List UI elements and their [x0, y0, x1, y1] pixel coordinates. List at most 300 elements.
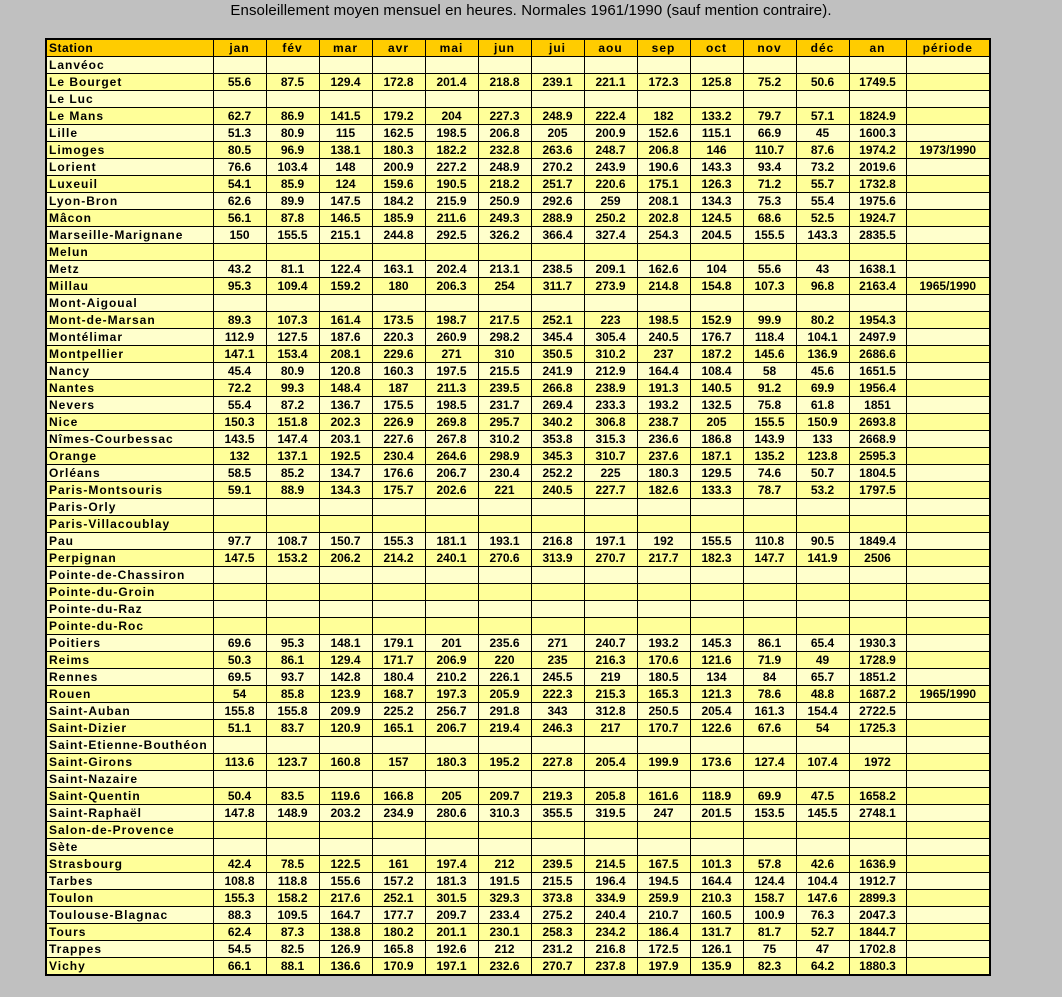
month-value-cell: 85.9: [266, 176, 319, 193]
month-value-cell: 271: [425, 346, 478, 363]
month-value-cell: 187: [372, 380, 425, 397]
month-value-cell: 190.5: [425, 176, 478, 193]
month-value-cell: [743, 822, 796, 839]
page-title: Ensoleillement moyen mensuel en heures. Normales 1961/1990 (sauf mention contraire).: [230, 2, 832, 19]
station-name-cell: Tarbes: [46, 873, 213, 890]
month-value-cell: 240.5: [531, 482, 584, 499]
month-value-cell: [478, 244, 531, 261]
month-value-cell: [690, 57, 743, 74]
annual-total-cell: [849, 567, 906, 584]
month-value-cell: 90.5: [796, 533, 849, 550]
table-row: [46, 601, 990, 618]
month-value-cell: [637, 839, 690, 856]
month-value-cell: [372, 618, 425, 635]
month-value-cell: 155.8: [266, 703, 319, 720]
column-header-col6: jun: [478, 39, 531, 57]
month-value-cell: 173.5: [372, 312, 425, 329]
month-value-cell: 237.6: [637, 448, 690, 465]
month-value-cell: 230.4: [478, 465, 531, 482]
period-cell: [906, 567, 990, 584]
annual-total-cell: [849, 91, 906, 108]
month-value-cell: 51.1: [213, 720, 266, 737]
month-value-cell: 155.5: [743, 414, 796, 431]
month-value-cell: 234.2: [584, 924, 637, 941]
month-value-cell: 269.4: [531, 397, 584, 414]
month-value-cell: 55.7: [796, 176, 849, 193]
month-value-cell: 264.6: [425, 448, 478, 465]
month-value-cell: 148.9: [266, 805, 319, 822]
month-value-cell: 74.6: [743, 465, 796, 482]
month-value-cell: 153.2: [266, 550, 319, 567]
station-name-cell: Nice: [46, 414, 213, 431]
month-value-cell: 269.8: [425, 414, 478, 431]
month-value-cell: 145.3: [690, 635, 743, 652]
month-value-cell: [637, 91, 690, 108]
month-value-cell: 121.3: [690, 686, 743, 703]
month-value-cell: 221.1: [584, 74, 637, 91]
month-value-cell: 298.9: [478, 448, 531, 465]
month-value-cell: 292.6: [531, 193, 584, 210]
month-value-cell: 155.3: [372, 533, 425, 550]
month-value-cell: 202.8: [637, 210, 690, 227]
month-value-cell: 241.9: [531, 363, 584, 380]
month-value-cell: 89.9: [266, 193, 319, 210]
month-value-cell: 126.3: [690, 176, 743, 193]
month-value-cell: [743, 567, 796, 584]
table-row: [46, 958, 990, 976]
period-cell: [906, 958, 990, 976]
month-value-cell: [690, 516, 743, 533]
table-row: [46, 907, 990, 924]
month-value-cell: [319, 839, 372, 856]
month-value-cell: [584, 618, 637, 635]
table-row: [46, 227, 990, 244]
month-value-cell: [425, 822, 478, 839]
period-cell: [906, 754, 990, 771]
annual-total-cell: 1975.6: [849, 193, 906, 210]
month-value-cell: 159.2: [319, 278, 372, 295]
month-value-cell: 129.4: [319, 74, 372, 91]
period-cell: [906, 839, 990, 856]
month-value-cell: [478, 499, 531, 516]
month-value-cell: 176.7: [690, 329, 743, 346]
period-cell: [906, 584, 990, 601]
month-value-cell: [690, 771, 743, 788]
month-value-cell: 206.9: [425, 652, 478, 669]
month-value-cell: 170.9: [372, 958, 425, 976]
month-value-cell: 150.7: [319, 533, 372, 550]
period-cell: [906, 550, 990, 567]
month-value-cell: 237: [637, 346, 690, 363]
month-value-cell: 187.6: [319, 329, 372, 346]
month-value-cell: 50.6: [796, 74, 849, 91]
month-value-cell: [531, 839, 584, 856]
month-value-cell: [637, 516, 690, 533]
month-value-cell: 54.1: [213, 176, 266, 193]
month-value-cell: [796, 771, 849, 788]
month-value-cell: 200.9: [372, 159, 425, 176]
month-value-cell: 129.5: [690, 465, 743, 482]
month-value-cell: 170.7: [637, 720, 690, 737]
month-value-cell: 218.2: [478, 176, 531, 193]
month-value-cell: 267.8: [425, 431, 478, 448]
month-value-cell: 172.8: [372, 74, 425, 91]
annual-total-cell: 1687.2: [849, 686, 906, 703]
month-value-cell: 197.1: [584, 533, 637, 550]
month-value-cell: 239.5: [478, 380, 531, 397]
month-value-cell: 76.3: [796, 907, 849, 924]
month-value-cell: 176.6: [372, 465, 425, 482]
month-value-cell: 212: [478, 856, 531, 873]
month-value-cell: 141.9: [796, 550, 849, 567]
annual-total-cell: [849, 584, 906, 601]
month-value-cell: 157.2: [372, 873, 425, 890]
month-value-cell: [743, 737, 796, 754]
month-value-cell: 148: [319, 159, 372, 176]
annual-total-cell: [849, 516, 906, 533]
month-value-cell: 227.3: [478, 108, 531, 125]
month-value-cell: 54: [796, 720, 849, 737]
month-value-cell: [637, 567, 690, 584]
month-value-cell: 138.8: [319, 924, 372, 941]
month-value-cell: [531, 516, 584, 533]
month-value-cell: 202.4: [425, 261, 478, 278]
table-row: [46, 482, 990, 499]
month-value-cell: 165.8: [372, 941, 425, 958]
month-value-cell: 67.6: [743, 720, 796, 737]
month-value-cell: 210.3: [690, 890, 743, 907]
month-value-cell: 57.8: [743, 856, 796, 873]
month-value-cell: 50.3: [213, 652, 266, 669]
period-cell: [906, 465, 990, 482]
month-value-cell: [478, 771, 531, 788]
month-value-cell: 353.8: [531, 431, 584, 448]
month-value-cell: 113.6: [213, 754, 266, 771]
month-value-cell: 217.6: [319, 890, 372, 907]
month-value-cell: 214.5: [584, 856, 637, 873]
month-value-cell: 205.4: [584, 754, 637, 771]
table-row: [46, 754, 990, 771]
month-value-cell: 217.7: [637, 550, 690, 567]
station-name-cell: Le Bourget: [46, 74, 213, 91]
annual-total-cell: 1732.8: [849, 176, 906, 193]
month-value-cell: 55.6: [213, 74, 266, 91]
month-value-cell: [796, 295, 849, 312]
month-value-cell: 270.7: [584, 550, 637, 567]
month-value-cell: 187.2: [690, 346, 743, 363]
month-value-cell: 122.5: [319, 856, 372, 873]
month-value-cell: 248.7: [584, 142, 637, 159]
month-value-cell: [796, 839, 849, 856]
month-value-cell: [213, 295, 266, 312]
station-name-cell: Montélimar: [46, 329, 213, 346]
month-value-cell: [372, 91, 425, 108]
month-value-cell: 143.5: [213, 431, 266, 448]
month-value-cell: 154.8: [690, 278, 743, 295]
month-value-cell: 198.7: [425, 312, 478, 329]
month-value-cell: 197.4: [425, 856, 478, 873]
month-value-cell: [319, 91, 372, 108]
month-value-cell: [690, 737, 743, 754]
month-value-cell: 196.4: [584, 873, 637, 890]
month-value-cell: 234.9: [372, 805, 425, 822]
month-value-cell: 180.3: [637, 465, 690, 482]
month-value-cell: 208.1: [637, 193, 690, 210]
month-value-cell: [796, 244, 849, 261]
month-value-cell: [266, 91, 319, 108]
month-value-cell: 197.3: [425, 686, 478, 703]
month-value-cell: 49: [796, 652, 849, 669]
month-value-cell: 250.9: [478, 193, 531, 210]
month-value-cell: [796, 499, 849, 516]
month-value-cell: 247: [637, 805, 690, 822]
month-value-cell: [372, 295, 425, 312]
month-value-cell: [319, 822, 372, 839]
station-name-cell: Limoges: [46, 142, 213, 159]
period-cell: [906, 669, 990, 686]
station-name-cell: Rouen: [46, 686, 213, 703]
month-value-cell: 75: [743, 941, 796, 958]
month-value-cell: [584, 567, 637, 584]
month-value-cell: [796, 618, 849, 635]
month-value-cell: 55.4: [213, 397, 266, 414]
month-value-cell: 232.8: [478, 142, 531, 159]
month-value-cell: 135.2: [743, 448, 796, 465]
month-value-cell: 254.3: [637, 227, 690, 244]
annual-total-cell: [849, 822, 906, 839]
month-value-cell: 175.7: [372, 482, 425, 499]
month-value-cell: 69.6: [213, 635, 266, 652]
annual-total-cell: 1658.2: [849, 788, 906, 805]
month-value-cell: 350.5: [531, 346, 584, 363]
month-value-cell: 193.2: [637, 635, 690, 652]
month-value-cell: [213, 584, 266, 601]
month-value-cell: 155.5: [266, 227, 319, 244]
annual-total-cell: 1930.3: [849, 635, 906, 652]
table-row: [46, 125, 990, 142]
month-value-cell: [266, 57, 319, 74]
month-value-cell: 248.9: [478, 159, 531, 176]
month-value-cell: 239.1: [531, 74, 584, 91]
month-value-cell: 146.5: [319, 210, 372, 227]
column-header-col5: mai: [425, 39, 478, 57]
month-value-cell: 221: [478, 482, 531, 499]
month-value-cell: 48.8: [796, 686, 849, 703]
month-value-cell: [637, 244, 690, 261]
period-cell: [906, 737, 990, 754]
station-name-cell: Pointe-du-Raz: [46, 601, 213, 618]
month-value-cell: [372, 771, 425, 788]
month-value-cell: [372, 57, 425, 74]
month-value-cell: 124.5: [690, 210, 743, 227]
month-value-cell: 80.5: [213, 142, 266, 159]
month-value-cell: 86.1: [266, 652, 319, 669]
month-value-cell: 181.1: [425, 533, 478, 550]
station-name-cell: Vichy: [46, 958, 213, 976]
month-value-cell: 66.9: [743, 125, 796, 142]
month-value-cell: 78.5: [266, 856, 319, 873]
month-value-cell: 215.5: [478, 363, 531, 380]
table-row: [46, 448, 990, 465]
month-value-cell: 201: [425, 635, 478, 652]
month-value-cell: 220.3: [372, 329, 425, 346]
month-value-cell: 43.2: [213, 261, 266, 278]
period-cell: [906, 108, 990, 125]
month-value-cell: 158.2: [266, 890, 319, 907]
month-value-cell: 133.2: [690, 108, 743, 125]
month-value-cell: 55.6: [743, 261, 796, 278]
month-value-cell: 134.3: [319, 482, 372, 499]
station-name-cell: Mont-de-Marsan: [46, 312, 213, 329]
month-value-cell: 83.5: [266, 788, 319, 805]
month-value-cell: [584, 737, 637, 754]
month-value-cell: 45.6: [796, 363, 849, 380]
month-value-cell: [478, 567, 531, 584]
month-value-cell: 204.5: [690, 227, 743, 244]
month-value-cell: 306.8: [584, 414, 637, 431]
month-value-cell: 206.7: [425, 465, 478, 482]
month-value-cell: [796, 822, 849, 839]
month-value-cell: 80.2: [796, 312, 849, 329]
month-value-cell: [531, 584, 584, 601]
month-value-cell: 203.1: [319, 431, 372, 448]
month-value-cell: 209.7: [478, 788, 531, 805]
table-row: [46, 703, 990, 720]
month-value-cell: 45: [796, 125, 849, 142]
month-value-cell: [584, 91, 637, 108]
month-value-cell: 162.5: [372, 125, 425, 142]
month-value-cell: 227.2: [425, 159, 478, 176]
month-value-cell: [319, 499, 372, 516]
annual-total-cell: [849, 737, 906, 754]
month-value-cell: 54: [213, 686, 266, 703]
month-value-cell: 126.9: [319, 941, 372, 958]
month-value-cell: 127.5: [266, 329, 319, 346]
period-cell: [906, 652, 990, 669]
month-value-cell: 96.9: [266, 142, 319, 159]
month-value-cell: [531, 618, 584, 635]
month-value-cell: [584, 839, 637, 856]
month-value-cell: 161.3: [743, 703, 796, 720]
month-value-cell: 147.5: [213, 550, 266, 567]
table-row: [46, 244, 990, 261]
month-value-cell: 72.2: [213, 380, 266, 397]
annual-total-cell: 1797.5: [849, 482, 906, 499]
table-row: [46, 788, 990, 805]
month-value-cell: [425, 516, 478, 533]
month-value-cell: [425, 584, 478, 601]
month-value-cell: 230.4: [372, 448, 425, 465]
month-value-cell: 54.5: [213, 941, 266, 958]
month-value-cell: 165.3: [637, 686, 690, 703]
month-value-cell: 219.4: [478, 720, 531, 737]
annual-total-cell: 1924.7: [849, 210, 906, 227]
month-value-cell: [637, 57, 690, 74]
month-value-cell: 96.8: [796, 278, 849, 295]
month-value-cell: 101.3: [690, 856, 743, 873]
month-value-cell: 88.1: [266, 958, 319, 976]
month-value-cell: [266, 822, 319, 839]
annual-total-cell: 2019.6: [849, 159, 906, 176]
month-value-cell: 231.2: [531, 941, 584, 958]
month-value-cell: 150.3: [213, 414, 266, 431]
month-value-cell: [425, 737, 478, 754]
month-value-cell: 209.7: [425, 907, 478, 924]
month-value-cell: 142.8: [319, 669, 372, 686]
annual-total-cell: 1880.3: [849, 958, 906, 976]
annual-total-cell: 2722.5: [849, 703, 906, 720]
month-value-cell: 134: [690, 669, 743, 686]
month-value-cell: 226.1: [478, 669, 531, 686]
month-value-cell: 87.8: [266, 210, 319, 227]
month-value-cell: 161.6: [637, 788, 690, 805]
month-value-cell: [531, 57, 584, 74]
month-value-cell: 212.9: [584, 363, 637, 380]
period-cell: [906, 533, 990, 550]
month-value-cell: 197.5: [425, 363, 478, 380]
month-value-cell: 107.4: [796, 754, 849, 771]
period-cell: [906, 788, 990, 805]
month-value-cell: 107.3: [266, 312, 319, 329]
period-cell: [906, 346, 990, 363]
month-value-cell: [266, 295, 319, 312]
month-value-cell: 246.3: [531, 720, 584, 737]
month-value-cell: 53.2: [796, 482, 849, 499]
month-value-cell: 301.5: [425, 890, 478, 907]
station-name-cell: Nevers: [46, 397, 213, 414]
station-name-cell: Saint-Quentin: [46, 788, 213, 805]
month-value-cell: 197.9: [637, 958, 690, 976]
month-value-cell: [743, 601, 796, 618]
month-value-cell: [266, 771, 319, 788]
month-value-cell: [478, 618, 531, 635]
month-value-cell: 206.8: [637, 142, 690, 159]
annual-total-cell: 1912.7: [849, 873, 906, 890]
month-value-cell: 145.5: [796, 805, 849, 822]
month-value-cell: 136.9: [796, 346, 849, 363]
table-row: [46, 278, 990, 295]
month-value-cell: 205: [690, 414, 743, 431]
month-value-cell: 64.2: [796, 958, 849, 976]
month-value-cell: 157: [372, 754, 425, 771]
month-value-cell: 69.9: [743, 788, 796, 805]
month-value-cell: 109.4: [266, 278, 319, 295]
station-name-cell: Rennes: [46, 669, 213, 686]
month-value-cell: 252.2: [531, 465, 584, 482]
month-value-cell: 93.7: [266, 669, 319, 686]
month-value-cell: [531, 567, 584, 584]
month-value-cell: 160.3: [372, 363, 425, 380]
month-value-cell: [425, 618, 478, 635]
month-value-cell: 62.7: [213, 108, 266, 125]
month-value-cell: [743, 295, 796, 312]
month-value-cell: 206.8: [478, 125, 531, 142]
table-row: [46, 193, 990, 210]
table-row: [46, 210, 990, 227]
month-value-cell: 292.5: [425, 227, 478, 244]
month-value-cell: 231.7: [478, 397, 531, 414]
month-value-cell: [213, 771, 266, 788]
annual-total-cell: 2047.3: [849, 907, 906, 924]
month-value-cell: 209.1: [584, 261, 637, 278]
month-value-cell: 184.2: [372, 193, 425, 210]
month-value-cell: 155.6: [319, 873, 372, 890]
month-value-cell: [584, 822, 637, 839]
month-value-cell: 245.5: [531, 669, 584, 686]
table-row: [46, 431, 990, 448]
month-value-cell: 206.2: [319, 550, 372, 567]
month-value-cell: 107.3: [743, 278, 796, 295]
